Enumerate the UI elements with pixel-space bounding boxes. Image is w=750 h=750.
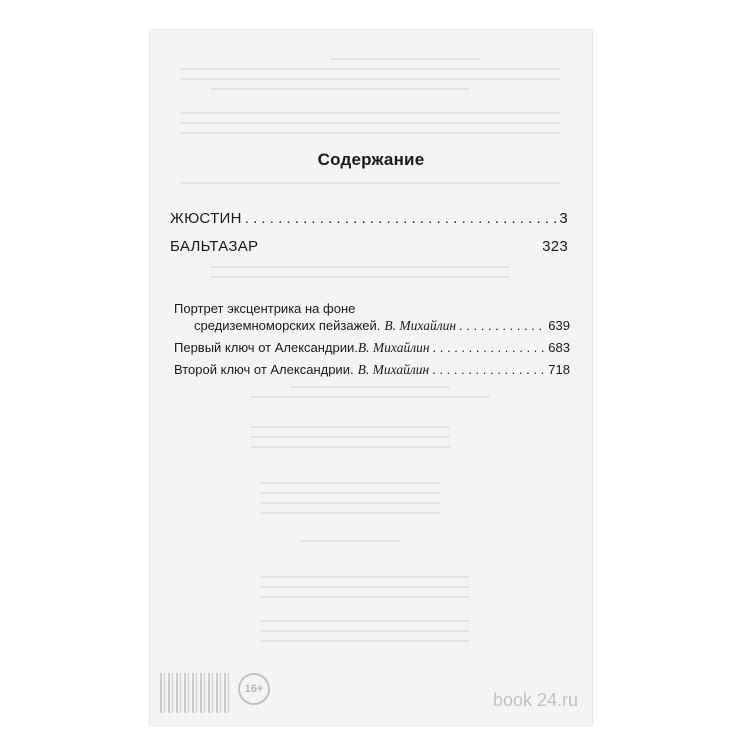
- toc-entry-label: ЖЮСТИН: [170, 210, 242, 227]
- toc-entry-page: 3: [559, 210, 568, 227]
- toc-afterword-1: [194, 318, 570, 334]
- leader-dots: [432, 362, 545, 377]
- toc-afterword-page: 718: [548, 362, 570, 377]
- toc-afterword-title: Первый ключ от Александрии.: [174, 340, 358, 355]
- toc-entry-page: 323: [542, 238, 568, 255]
- toc-afterword-2: [174, 340, 570, 356]
- toc-afterword-1-line1: Портрет эксцентрика на фоне: [174, 301, 356, 316]
- table-of-contents: [150, 30, 592, 725]
- toc-afterword-author: В. Михайлин: [357, 340, 430, 355]
- toc-afterword-page: 639: [548, 318, 570, 333]
- book-page: [150, 30, 592, 725]
- toc-afterword-author: В. Михайлин: [357, 362, 430, 377]
- toc-entry-balthazar: [170, 238, 568, 255]
- toc-entry-justine: [170, 210, 568, 227]
- leader-dots: [459, 318, 545, 333]
- toc-entry-label: БАЛЬТАЗАР: [170, 238, 259, 255]
- toc-afterword-title: Второй ключ от Александрии.: [174, 362, 354, 377]
- leader-dots: [433, 340, 546, 355]
- barcode-image: [160, 673, 230, 713]
- toc-afterword-3: [174, 362, 570, 378]
- toc-afterword-page: 683: [548, 340, 570, 355]
- leader-dots: [245, 210, 557, 227]
- page-title: Содержание: [317, 150, 425, 169]
- toc-afterword-author: В. Михайлин: [384, 318, 457, 333]
- age-rating-badge: 16+: [238, 673, 270, 705]
- toc-afterword-title: средиземноморских пейзажей.: [194, 318, 381, 333]
- publisher-brand: book 24.ru: [492, 690, 578, 710]
